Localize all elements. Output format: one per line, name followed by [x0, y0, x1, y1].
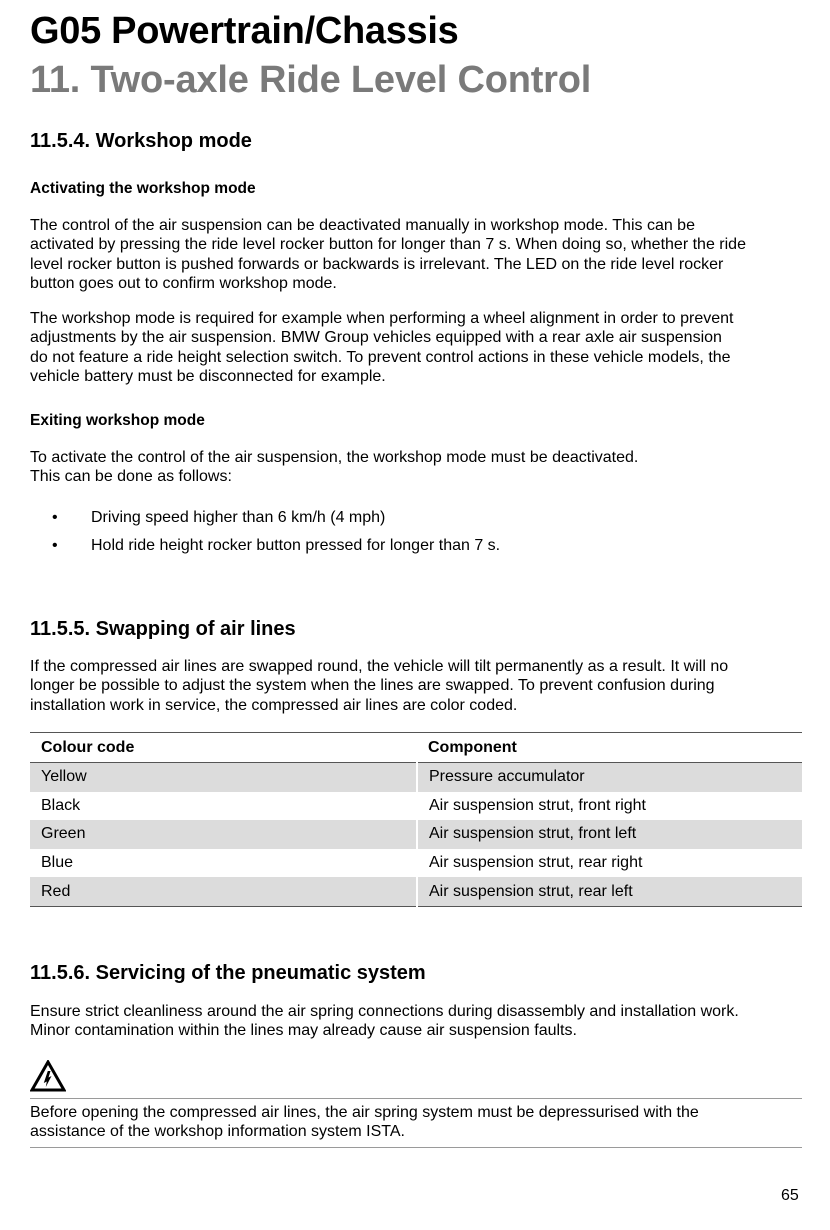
- table-cell: Blue: [30, 849, 417, 878]
- text-line: level rocker button is pushed forwards or backwards is irrelevant. The LED on the ride level rocker: [30, 255, 724, 273]
- text-line: If the compressed air lines are swapped round, the vehicle will tilt permanently as a result. It will no: [30, 658, 729, 675]
- bullet-icon: •: [52, 509, 58, 526]
- warning-bottom-rule: [30, 1147, 802, 1148]
- table-cell: Air suspension strut, rear right: [429, 854, 643, 872]
- section-heading-11-5-4: 11.5.4. Workshop mode: [30, 130, 252, 152]
- text-line: This can be done as follows:: [30, 468, 232, 486]
- bullet-icon: •: [52, 537, 58, 554]
- text-line: longer be possible to adjust the system when the lines are swapped. To prevent confusion during: [30, 677, 715, 695]
- warning-top-rule: [30, 1098, 802, 1099]
- paragraph-exiting: [30, 448, 800, 487]
- colour-code-table: [30, 732, 802, 907]
- text-line: Minor contamination within the lines may already cause air suspension faults.: [30, 1022, 577, 1040]
- table-row: [30, 877, 802, 906]
- table-cell: Red: [30, 877, 417, 906]
- table-header-row: [30, 733, 802, 763]
- column-header-colour-code: Colour code: [30, 733, 417, 763]
- table-cell: Air suspension strut, rear left: [417, 877, 802, 906]
- text-line: The workshop mode is required for example when performing a wheel alignment in order to prevent: [30, 310, 734, 327]
- section-heading-11-5-6: 11.5.6. Servicing of the pneumatic system: [30, 962, 426, 984]
- table-cell: Green: [30, 820, 417, 849]
- table-cell: Air suspension strut, front left: [417, 820, 802, 849]
- paragraph-servicing: [30, 1002, 800, 1041]
- column-header-component: Component: [417, 733, 802, 763]
- paragraph-swapping: [30, 657, 800, 715]
- warning-triangle-icon: [30, 1060, 66, 1092]
- text-line: vehicle battery must be disconnected for example.: [30, 367, 386, 385]
- subheading-exiting: Exiting workshop mode: [30, 412, 205, 429]
- table-row: [30, 763, 802, 792]
- text-line: assistance of the workshop information system ISTA.: [30, 1123, 405, 1141]
- subheading-activating: Activating the workshop mode: [30, 180, 256, 197]
- section-heading-11-5-5: 11.5.5. Swapping of air lines: [30, 618, 296, 640]
- chapter-title: 11. Two-axle Ride Level Control: [30, 59, 592, 101]
- document-title: G05 Powertrain/Chassis: [30, 10, 459, 52]
- text-line: button goes out to confirm workshop mode.: [30, 274, 337, 292]
- text-line: The control of the air suspension can be deactivated manually in workshop mode. This can be: [30, 217, 695, 234]
- text-line: Before opening the compressed air lines, the air spring system must be depressurised with the: [30, 1104, 699, 1121]
- text-line: Ensure strict cleanliness around the air spring connections during disassembly and installation work.: [30, 1003, 739, 1020]
- table-cell: Air suspension strut, front right: [429, 796, 646, 814]
- page-number: 65: [781, 1187, 799, 1204]
- paragraph-activating-2: [30, 309, 800, 386]
- text-line: activated by pressing the ride level rocker button for longer than 7 s. When doing so, whether the ride: [30, 236, 746, 254]
- text-line: do not feature a ride height selection switch. To prevent control actions in these vehicle models, the: [30, 348, 731, 366]
- table-row: [30, 792, 802, 821]
- table-row: [30, 849, 802, 878]
- paragraph-activating-1: [30, 216, 800, 293]
- table-cell: Black: [30, 792, 417, 821]
- text-line: adjustments by the air suspension. BMW Group vehicles equipped with a rear axle air suspension: [30, 329, 722, 347]
- table-cell: Pressure accumulator: [417, 763, 802, 792]
- text-line: installation work in service, the compressed air lines are color coded.: [30, 696, 518, 714]
- table-row: [30, 820, 802, 849]
- table-cell: Yellow: [30, 763, 417, 792]
- text-line: To activate the control of the air suspension, the workshop mode must be deactivated.: [30, 449, 639, 466]
- warning-text: [30, 1103, 800, 1142]
